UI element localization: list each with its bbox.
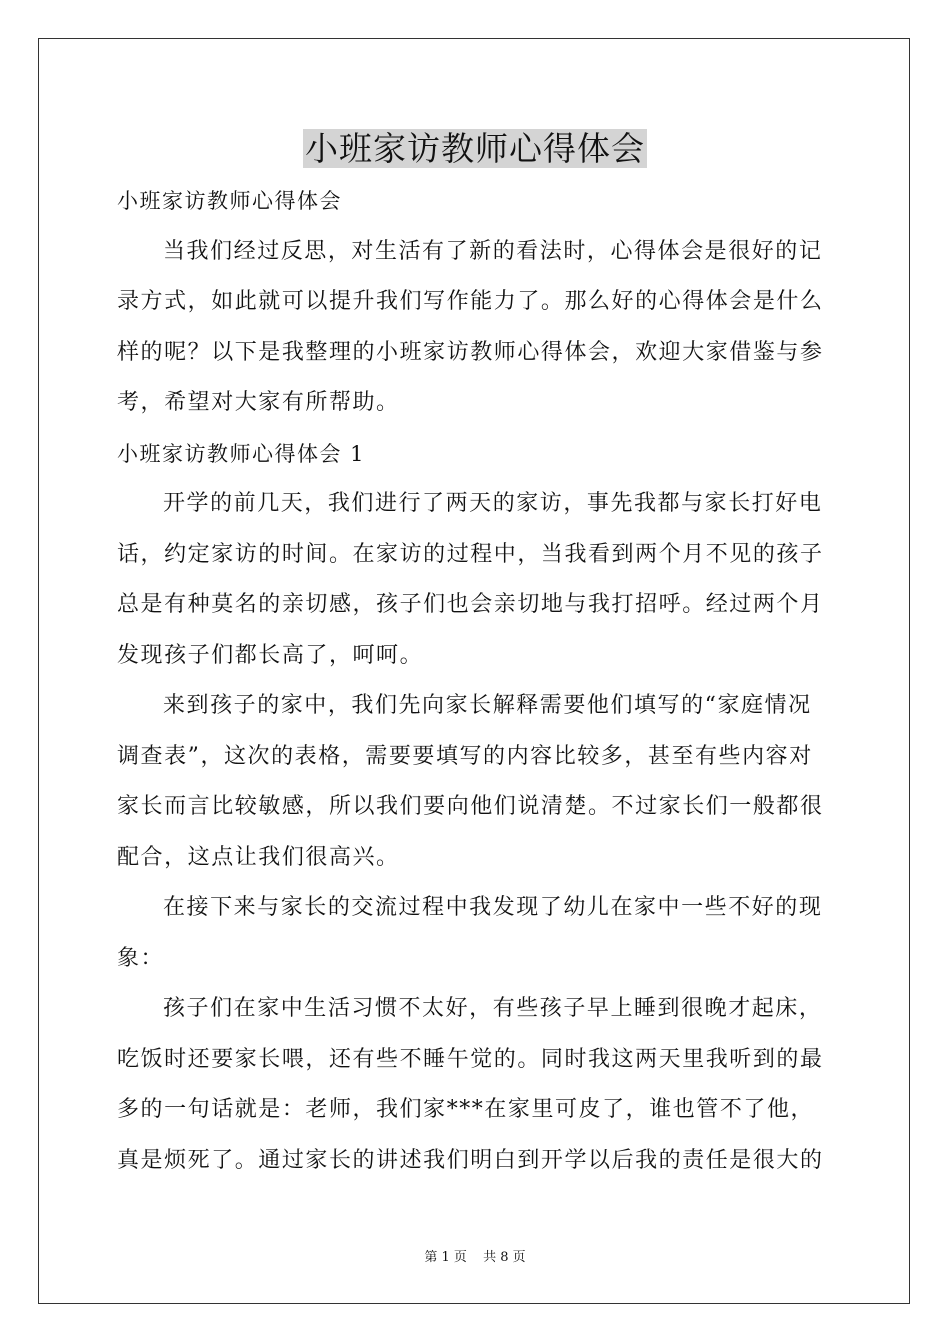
- text-line: 多的一句话就是：老师，我们家***在家里可皮了，谁也管不了他，: [117, 1097, 815, 1122]
- section-heading: 小班家访教师心得体会 1: [117, 441, 366, 466]
- text-line: 真是烦死了。通过家长的讲述我们明白到开学以后我的责任是很大的: [117, 1147, 824, 1173]
- text-line: 考，希望对大家有所帮助。: [117, 390, 400, 415]
- document-title: [0, 127, 950, 171]
- text-line: 话，约定家访的时间。在家访的过程中，当我看到两个月不见的孩子: [117, 541, 824, 567]
- text-line: 家长而言比较敏感，所以我们要向他们说清楚。不过家长们一般都很: [117, 794, 824, 819]
- section-heading: 小班家访教师心得体会: [117, 189, 342, 213]
- text-line: 象：: [117, 945, 165, 971]
- text-line: 总是有种莫名的亲切感，孩子们也会亲切地与我打招呼。经过两个月: [117, 592, 824, 617]
- text-line: 开学的前几天，我们进行了两天的家访，事先我都与家长打好电: [163, 491, 823, 516]
- text-line: 配合，这点让我们很高兴。: [117, 844, 400, 870]
- text-line: 调查表”，这次的表格，需要要填写的内容比较多，甚至有些内容对: [117, 743, 813, 769]
- text-line: 当我们经过反思，对生活有了新的看法时，心得体会是很好的记: [163, 238, 823, 264]
- page-number: 第 1 页: [424, 1250, 467, 1265]
- text-line: 样的呢？以下是我整理的小班家访教师心得体会，欢迎大家借鉴与参: [117, 339, 824, 365]
- page-total: 共 8 页: [483, 1250, 526, 1265]
- page-footer: [0, 1248, 950, 1268]
- text-line: 录方式，如此就可以提升我们写作能力了。那么好的心得体会是什么: [117, 289, 824, 314]
- text-line: 孩子们在家中生活习惯不太好，有些孩子早上睡到很晚才起床，: [163, 996, 823, 1021]
- document-body: [117, 176, 833, 1186]
- text-line: 在接下来与家长的交流过程中我发现了幼儿在家中一些不好的现: [163, 895, 823, 920]
- text-line: 来到孩子的家中，我们先向家长解释需要他们填写的“家庭情况: [163, 693, 812, 718]
- text-line: 吃饭时还要家长喂，还有些不睡午觉的。同时我这两天里我听到的最: [117, 1046, 824, 1072]
- text-line: 发现孩子们都长高了，呵呵。: [117, 642, 424, 668]
- document-title-text: 小班家访教师心得体会: [305, 129, 645, 168]
